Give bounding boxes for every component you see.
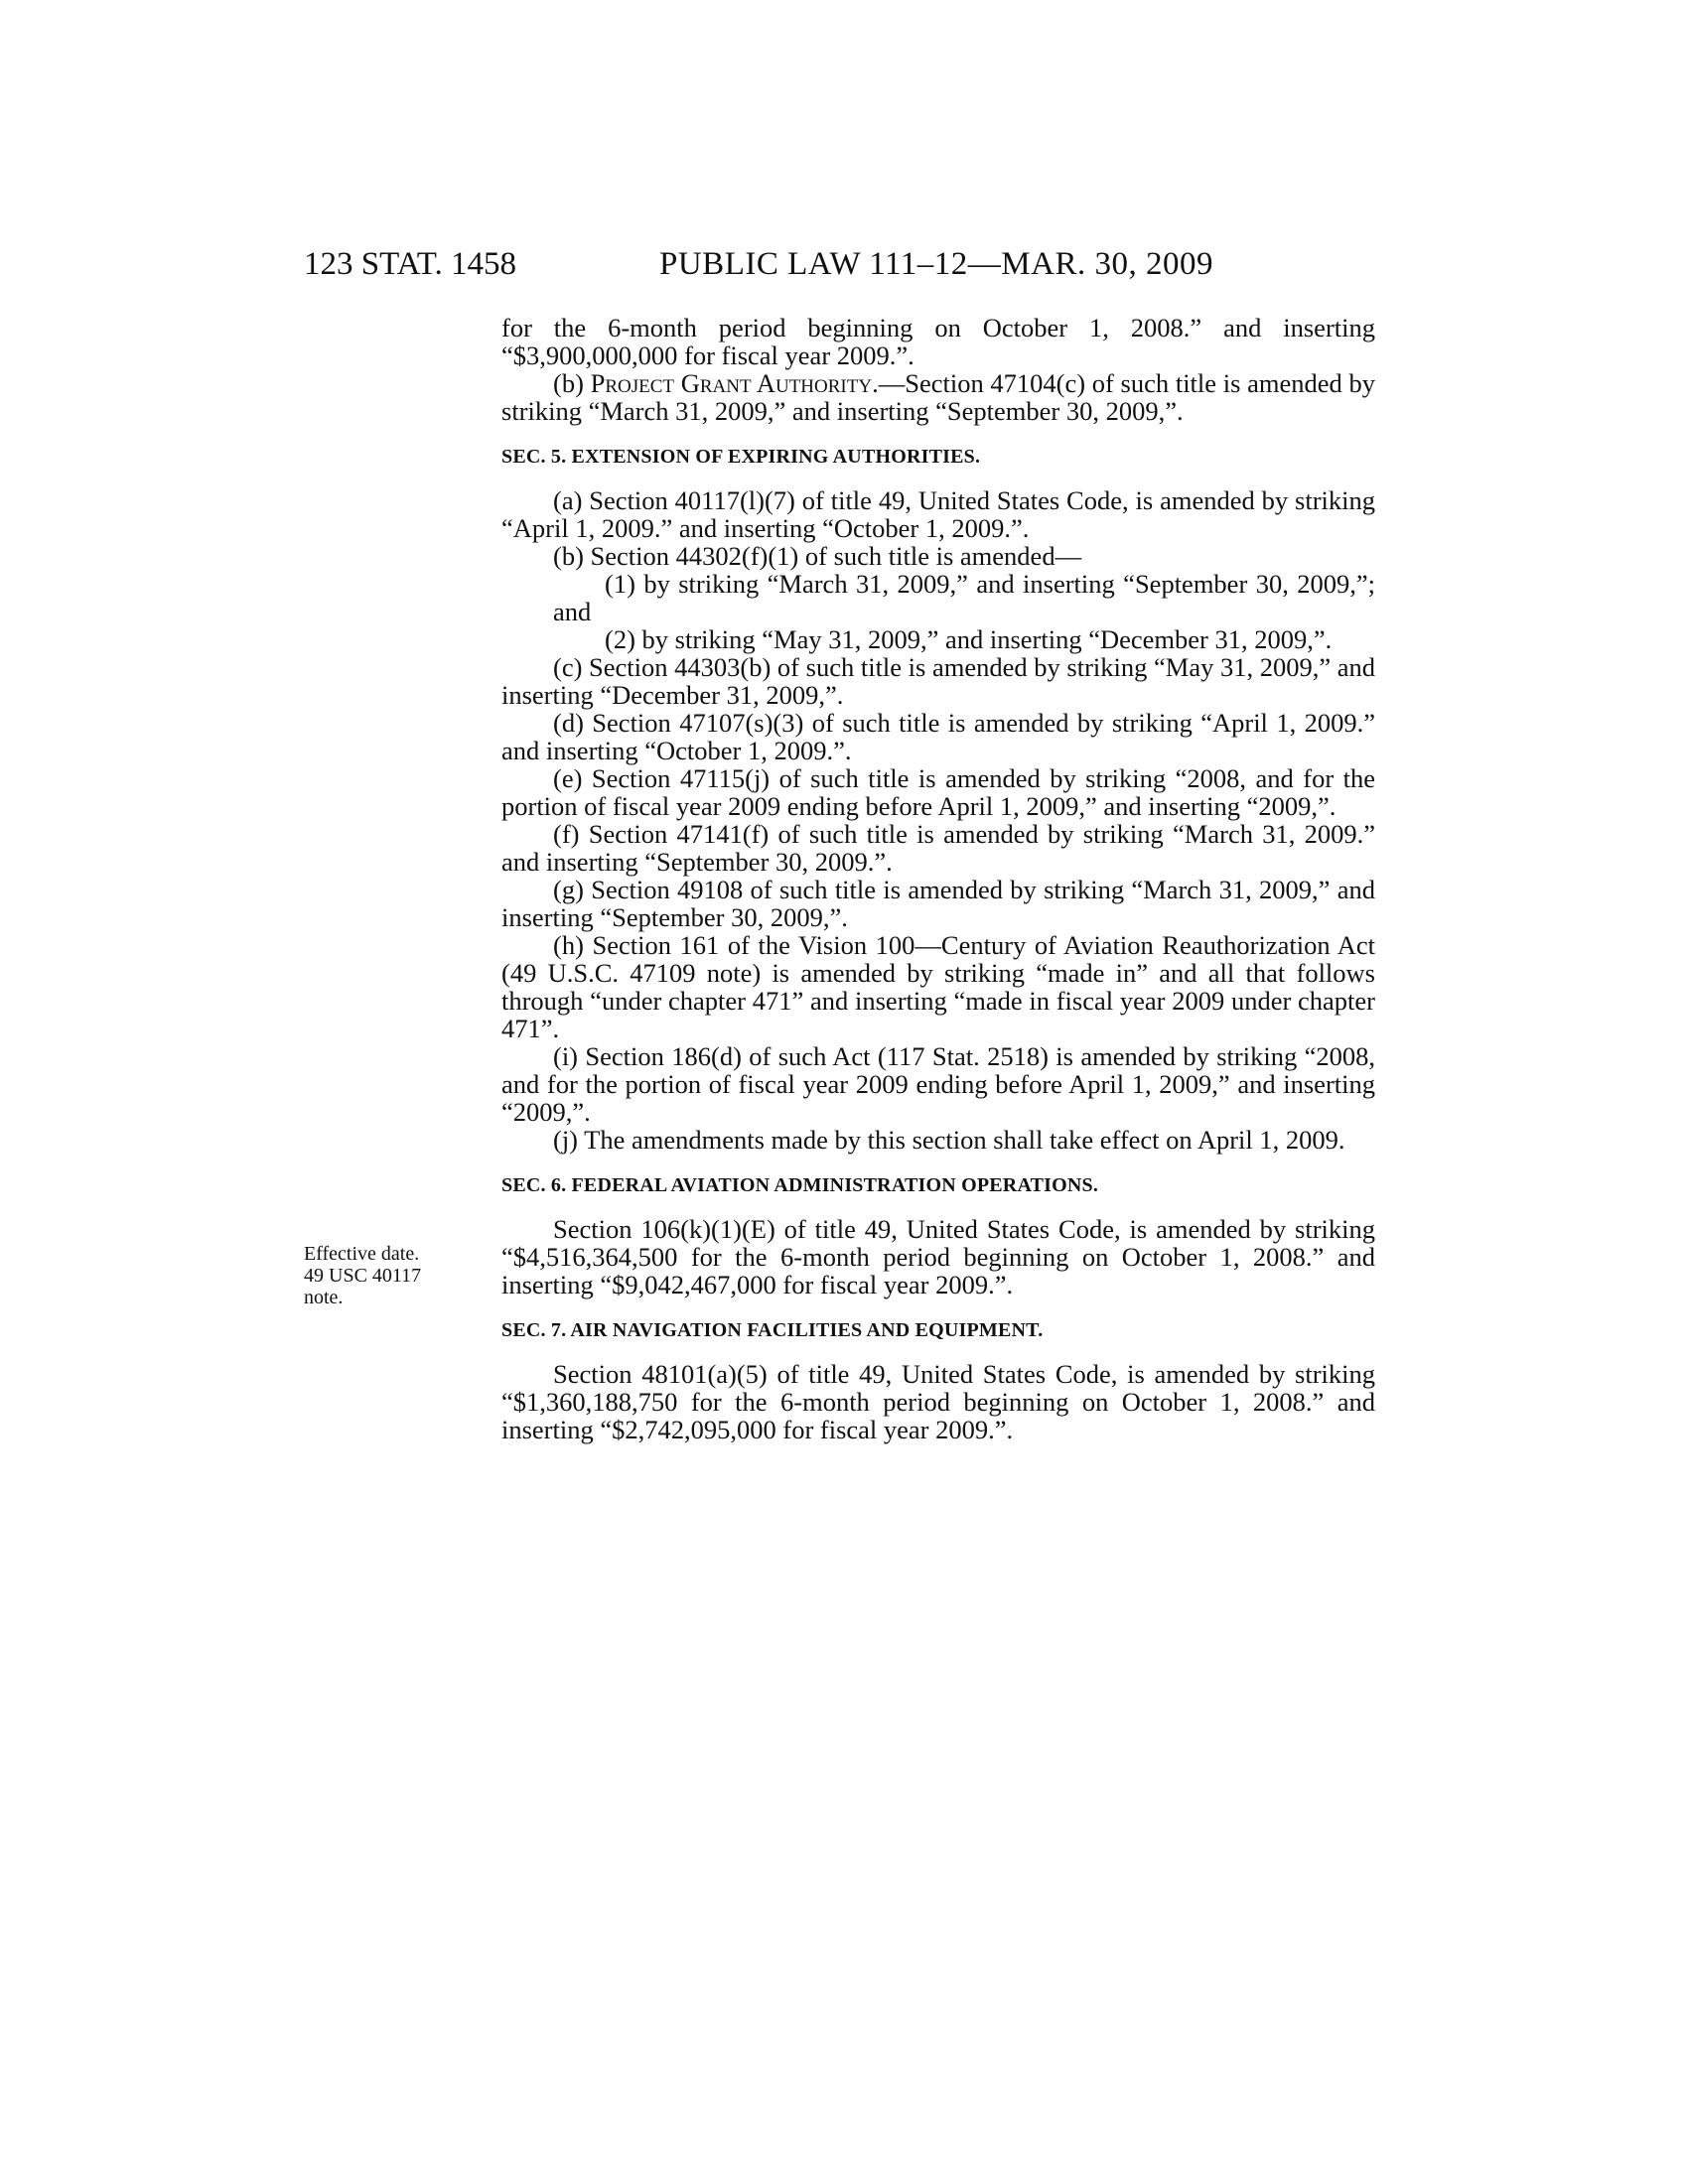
sec5-paragraph-g: (g) Section 49108 of such title is amended by striking “March 31, 2009,” and inserting “September 30, 2009,”. (501, 875, 1375, 932)
paragraph-project-grant-authority (501, 369, 1375, 425)
sec5-paragraph-i: (i) Section 186(d) of such Act (117 Stat. 2518) is amended by striking “2008, and for the portion of fiscal year 2009 ending before April 1, 2009,” and inserting “2009,”. (501, 1041, 1375, 1127)
sec5-paragraph-b2: (2) by striking “May 31, 2009,” and inserting “December 31, 2009,”. (605, 624, 1333, 654)
margin-note-line-3: note. (304, 1287, 344, 1308)
sec6-heading: SEC. 6. FEDERAL AVIATION ADMINISTRATION OPERATIONS. (501, 1174, 1099, 1196)
sec5-paragraph-b: (b) Section 44302(f)(1) of such title is amended— (553, 541, 1082, 571)
margin-note-line-2: 49 USC 40117 (304, 1265, 422, 1287)
sec5-heading: SEC. 5. EXTENSION OF EXPIRING AUTHORITIES. (501, 446, 981, 468)
paragraph-b-text: .—Section 47104(c) of such title is amended by striking “March 31, 2009,” and inserting “September 30, 2009,”. (501, 368, 1375, 426)
sec7-paragraph: Section 48101(a)(5) of title 49, United States Code, is amended by striking “$1,360,188,750 for the 6-month period beginning on October 1, 2008.” and inserting “$2,742,095,000 for fiscal year 2009.”. (501, 1359, 1375, 1444)
continuation-paragraph: for the 6-month period beginning on October 1, 2008.” and inserting “$3,900,000,000 for fiscal year 2009.”. (501, 313, 1375, 370)
sec5-paragraph-c: (c) Section 44303(b) of such title is amended by striking “May 31, 2009,” and inserting “December 31, 2009,”. (501, 652, 1375, 710)
sec5-paragraph-b1: (1) by striking “March 31, 2009,” and inserting “September 30, 2009,”; and (553, 569, 1375, 626)
margin-note (304, 1243, 453, 1308)
sec5-paragraph-j: (j) The amendments made by this section shall take effect on April 1, 2009. (553, 1125, 1345, 1155)
paragraph-b-heading: Project Grant Authority (590, 368, 873, 398)
sec5-paragraph-a: (a) Section 40117(l)(7) of title 49, United States Code, is amended by striking “April 1, 2009.” and inserting “October 1, 2009.”. (501, 485, 1375, 543)
sec5-paragraph-h: (h) Section 161 of the Vision 100—Century of Aviation Reauthorization Act (49 U.S.C. 47109 note) is amended by striking “made in” and all that follows through “under chapter 471” and inserting “made in fiscal year 2009 under chapter 471”. (501, 930, 1375, 1043)
sec7-heading: SEC. 7. AIR NAVIGATION FACILITIES AND EQUIPMENT. (501, 1319, 1044, 1341)
public-law-title: PUBLIC LAW 111–12—MAR. 30, 2009 (659, 246, 1213, 282)
margin-note-line-1: Effective date. (304, 1243, 420, 1265)
sec5-paragraph-e: (e) Section 47115(j) of such title is amended by striking “2008, and for the portion of fiscal year 2009 ending before April 1, 2009,” and inserting “2009,”. (501, 763, 1375, 821)
paragraph-b-prefix: (b) (553, 368, 591, 398)
sec5-paragraph-d: (d) Section 47107(s)(3) of such title is amended by striking “April 1, 2009.” and inserting “October 1, 2009.”. (501, 708, 1375, 765)
statute-page-number: 123 STAT. 1458 (304, 246, 517, 282)
document-body (501, 314, 1375, 1443)
sec6-paragraph: Section 106(k)(1)(E) of title 49, United States Code, is amended by striking “$4,516,364,500 for the 6-month period beginning on October 1, 2008.” and inserting “$9,042,467,000 for fiscal year 2009.”. (501, 1214, 1375, 1299)
page-header (304, 246, 1376, 290)
sec5-paragraph-f: (f) Section 47141(f) of such title is amended by striking “March 31, 2009.” and inserting “September 30, 2009.”. (501, 819, 1375, 877)
